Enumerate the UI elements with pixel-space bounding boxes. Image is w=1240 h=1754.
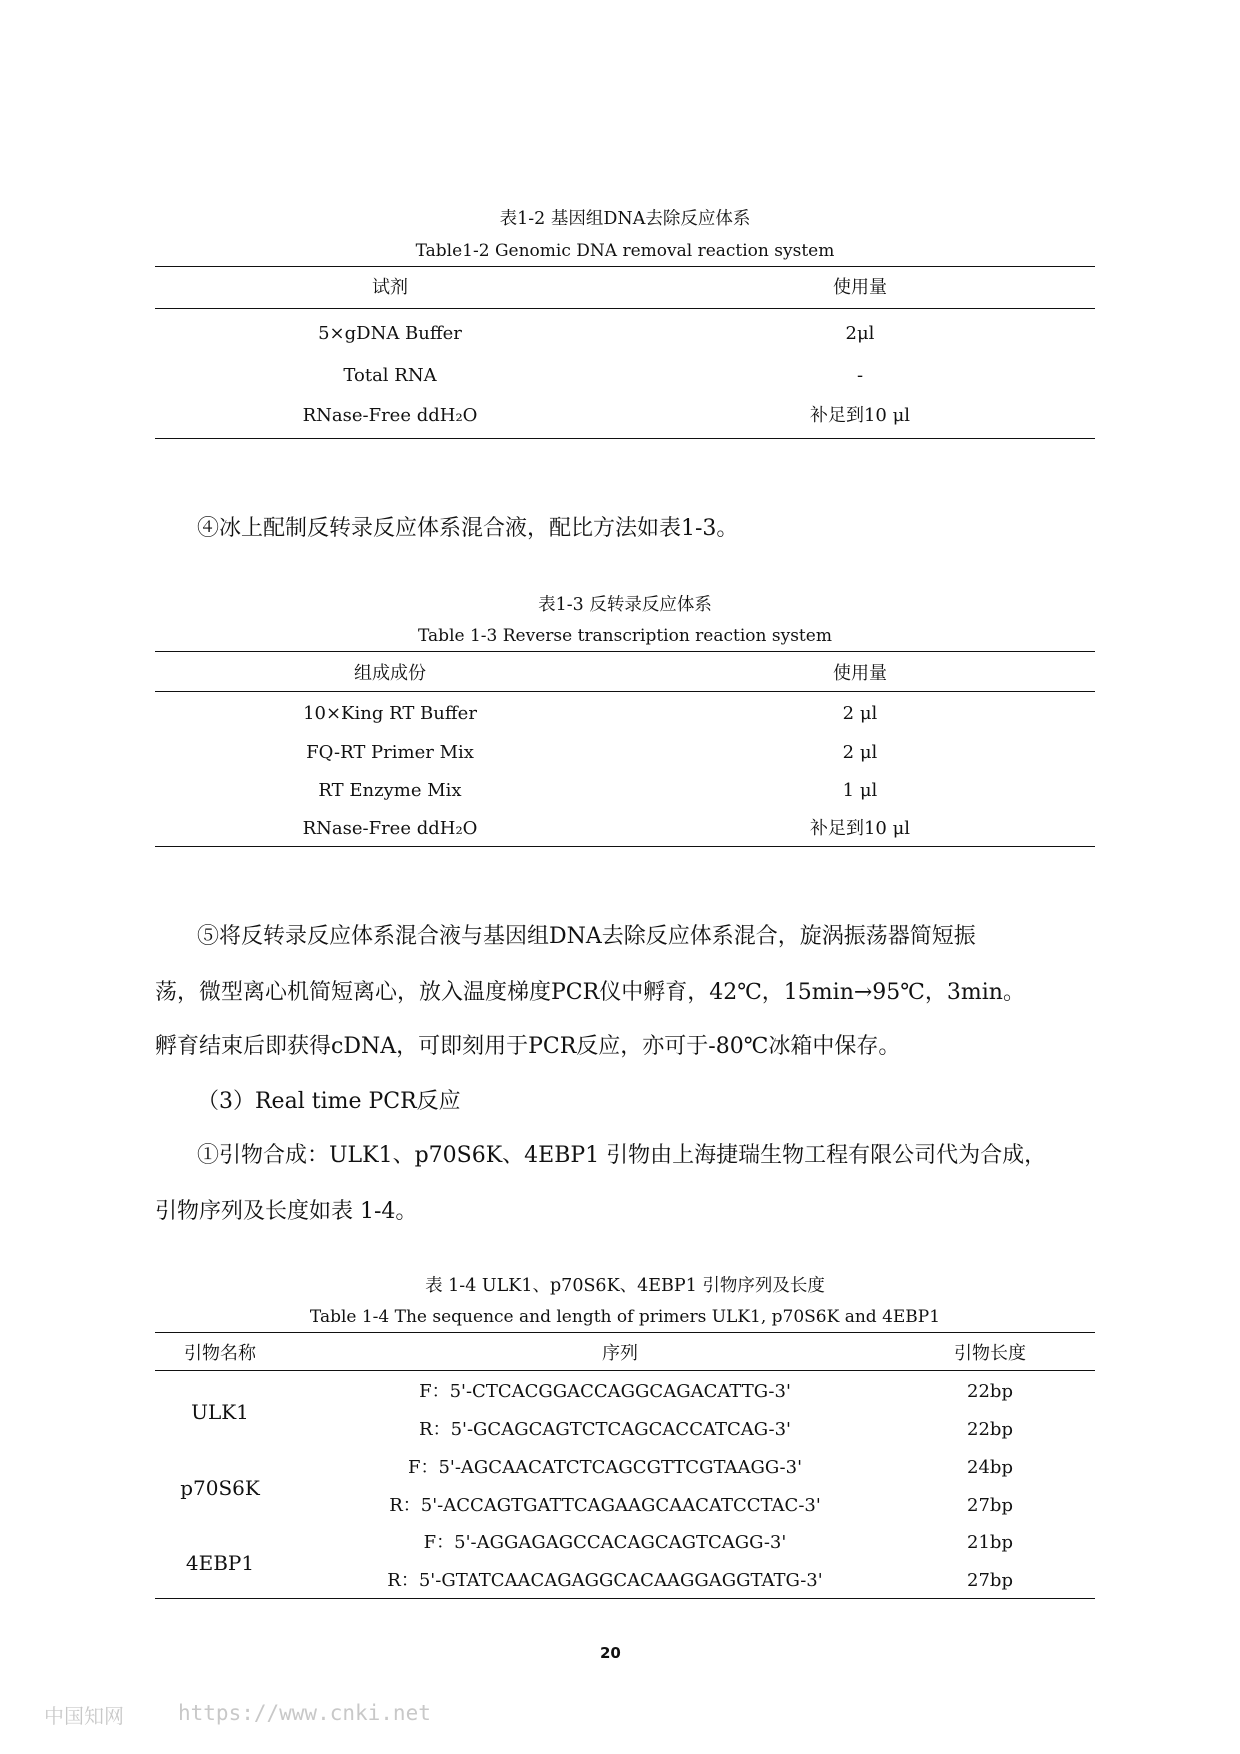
table-1-2-caption-en: Table1-2 Genomic DNA removal reaction system — [415, 241, 835, 261]
table-1-3-caption-cn: 表1-3 反转录反应体系 — [538, 595, 712, 615]
table-1-4-primer-sequence: R：5'-GCAGCAGTCTCAGCACCATCAG-3' — [419, 1419, 791, 1440]
paragraph-step-5-line-1: ⑤将反转录反应体系混合液与基因组DNA去除反应体系混合，旋涡振荡器简短振 — [197, 924, 976, 949]
table-1-4-primer-sequence: R：5'-ACCAGTGATTCAGAAGCAACATCCTAC-3' — [389, 1495, 821, 1516]
paragraph-primer-line-2: 引物序列及长度如表 1-4。 — [155, 1199, 418, 1224]
table-1-4-header-sequence: 序列 — [602, 1343, 638, 1364]
table-1-3-header-amount: 使用量 — [833, 663, 887, 684]
table-1-4-header-rule — [155, 1370, 1095, 1371]
watermark-url: https://www.cnki.net — [178, 1701, 431, 1725]
table-1-4-primer-length: 22bp — [967, 1419, 1013, 1440]
table-1-4-bottom-rule — [155, 1598, 1095, 1599]
table-1-3-header-rule — [155, 691, 1095, 692]
table-1-4-primer-length: 27bp — [967, 1495, 1013, 1516]
table-1-2-row-amount: 补足到10 μl — [809, 405, 911, 426]
section-heading-realtime-pcr: （3）Real time PCR反应 — [197, 1089, 461, 1114]
paragraph-step-5-line-3: 孵育结束后即获得cDNA，可即刻用于PCR反应，亦可于-80℃冰箱中保存。 — [155, 1034, 901, 1059]
table-1-3-row-amount: 2 μl — [842, 703, 878, 724]
table-1-2-row-reagent: RNase-Free ddH₂O — [302, 405, 478, 426]
table-1-2-row-reagent: 5×gDNA Buffer — [318, 323, 462, 344]
paragraph-step-4: ④冰上配制反转录反应体系混合液，配比方法如表1-3。 — [197, 516, 739, 541]
table-1-2-header-rule — [155, 308, 1095, 309]
table-1-2-top-rule — [155, 266, 1095, 267]
table-1-2-row-amount: 2μl — [845, 323, 875, 344]
table-1-4-primer-length: 24bp — [967, 1457, 1013, 1478]
table-1-4-caption-en: Table 1-4 The sequence and length of primers ULK1, p70S6K and 4EBP1 — [309, 1307, 941, 1327]
table-1-3-bottom-rule — [155, 846, 1095, 847]
table-1-4-primer-length: 21bp — [967, 1532, 1013, 1553]
table-1-4-header-length: 引物长度 — [954, 1343, 1026, 1364]
table-1-3-row-amount: 补足到10 μl — [809, 818, 911, 839]
table-1-3-row-reagent: RT Enzyme Mix — [318, 780, 462, 801]
table-1-4-primer-sequence: R：5'-GTATCAACAGAGGCACAAGGAGGTATG-3' — [387, 1570, 823, 1591]
table-1-3-row-reagent: FQ-RT Primer Mix — [306, 742, 474, 763]
watermark-brand: 中国知网 — [44, 1704, 124, 1728]
table-1-2-caption-cn: 表1-2 基因组DNA去除反应体系 — [499, 209, 751, 229]
table-1-2-row-reagent: Total RNA — [343, 365, 437, 386]
paragraph-step-5-line-2: 荡，微型离心机简短离心，放入温度梯度PCR仪中孵育，42℃，15min→95℃，3min。 — [155, 980, 1025, 1005]
table-1-4-primer-length: 22bp — [967, 1381, 1013, 1402]
table-1-4-caption-cn: 表 1-4 ULK1、p70S6K、4EBP1 引物序列及长度 — [425, 1276, 825, 1296]
table-1-4-header-name: 引物名称 — [184, 1343, 256, 1364]
page-number: 20 — [600, 1644, 621, 1662]
table-1-4-primer-sequence: F：5'-CTCACGGACCAGGCAGACATTG-3' — [419, 1381, 791, 1402]
table-1-4-primer-length: 27bp — [967, 1570, 1013, 1591]
paragraph-primer-line-1: ①引物合成：ULK1、p70S6K、4EBP1 引物由上海捷瑞生物工程有限公司代为合成， — [197, 1143, 1047, 1168]
table-1-4-primer-name: 4EBP1 — [185, 1551, 255, 1575]
table-1-2-bottom-rule — [155, 438, 1095, 439]
table-1-4-primer-sequence: F：5'-AGGAGAGCCACAGCAGTCAGG-3' — [423, 1532, 787, 1553]
table-1-3-header-component: 组成成份 — [354, 663, 426, 684]
table-1-3-row-amount: 1 μl — [842, 780, 878, 801]
table-1-3-row-amount: 2 μl — [842, 742, 878, 763]
table-1-3-caption-en: Table 1-3 Reverse transcription reaction system — [418, 626, 832, 646]
table-1-2-header-reagent: 试剂 — [372, 277, 408, 298]
table-1-2-header-amount: 使用量 — [833, 277, 887, 298]
table-1-2-row-amount: - — [856, 365, 864, 386]
table-1-3-top-rule — [155, 651, 1095, 652]
table-1-4-primer-sequence: F：5'-AGCAACATCTCAGCGTTCGTAAGG-3' — [407, 1457, 803, 1478]
table-1-3-row-reagent: 10×King RT Buffer — [303, 703, 477, 724]
table-1-4-top-rule — [155, 1332, 1095, 1333]
table-1-4-primer-name: p70S6K — [180, 1476, 260, 1500]
table-1-4-primer-name: ULK1 — [191, 1400, 249, 1424]
table-1-3-row-reagent: RNase-Free ddH₂O — [302, 818, 478, 839]
